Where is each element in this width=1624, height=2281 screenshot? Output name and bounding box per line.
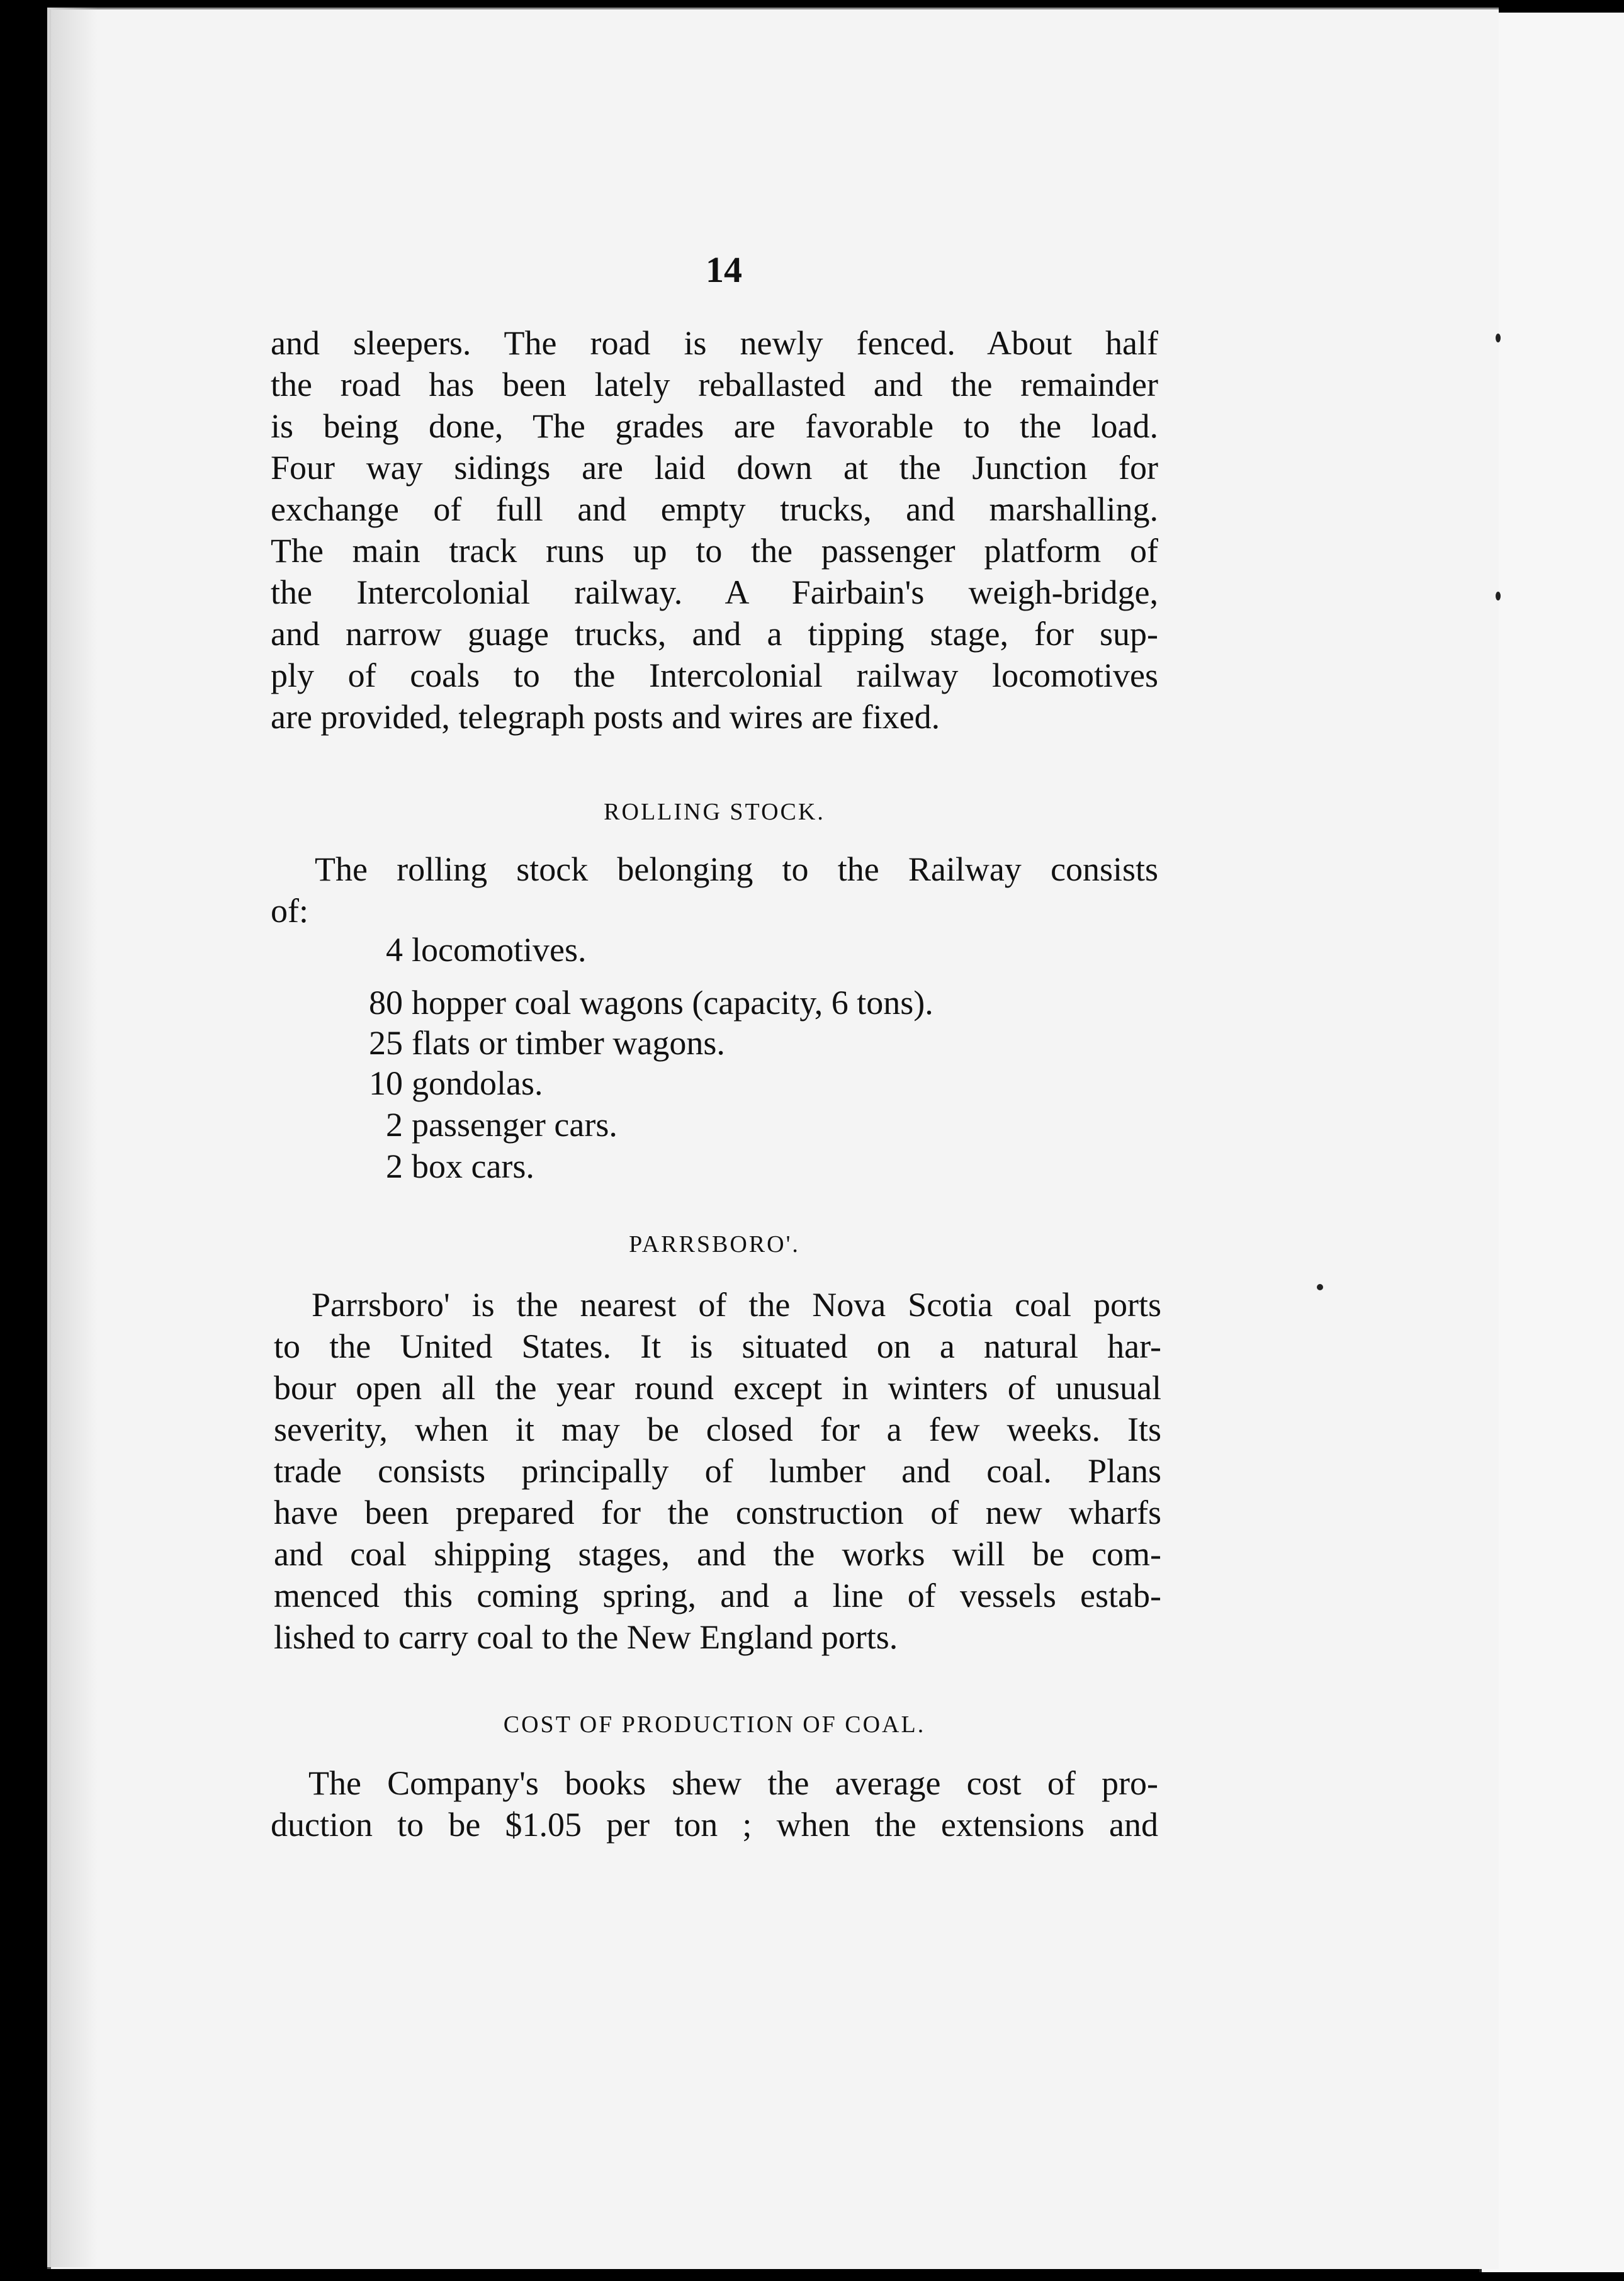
scan-speck <box>1317 1284 1323 1290</box>
item-quantity: 4 <box>386 931 403 969</box>
text-line: and coal shipping stages, and the works will be com- <box>274 1535 1161 1573</box>
paragraph-railway <box>271 322 1158 738</box>
text-line: menced this coming spring, and a line of vessels estab- <box>274 1577 1161 1614</box>
scan-speck <box>1496 334 1501 342</box>
text-line: of: <box>271 892 308 930</box>
text-line: Parrsboro' is the nearest of the Nova Scotia coal ports <box>312 1286 1161 1324</box>
paragraph-parrsboro <box>274 1284 1161 1658</box>
text-line: Four way sidings are laid down at the Junction for <box>271 449 1158 487</box>
list-item <box>352 983 933 1022</box>
paragraph-rolling-stock <box>271 848 1158 932</box>
text-line: severity, when it may be closed for a few weeks. Its <box>274 1411 1161 1448</box>
list-item <box>352 930 586 969</box>
item-quantity: 2 <box>386 1147 403 1185</box>
page-gutter-shadow <box>47 8 98 2267</box>
text-line: ply of coals to the Intercolonial railway locomotives <box>271 656 1158 694</box>
list-item <box>352 1064 543 1103</box>
item-text: gondolas. <box>412 1064 543 1102</box>
text-line: and narrow guage trucks, and a tipping stage, for sup- <box>271 615 1158 653</box>
text-line: the Intercolonial railway. A Fairbain's weigh-bridge, <box>271 573 1158 611</box>
item-quantity: 2 <box>386 1106 403 1144</box>
text-line: bour open all the year round except in winters of unusual <box>274 1369 1161 1407</box>
item-text: passenger cars. <box>412 1106 617 1144</box>
text-line: the road has been lately reballasted and the remainder <box>271 366 1158 403</box>
text-line: lished to carry coal to the New England ports. <box>274 1618 898 1656</box>
list-item <box>352 1023 725 1062</box>
text-line: exchange of full and empty trucks, and marshalling. <box>271 490 1158 528</box>
item-text: hopper coal wagons (capacity, 6 tons). <box>412 984 933 1022</box>
text-line: is being done, The grades are favorable to the load. <box>271 407 1158 445</box>
text-line: to the United States. It is situated on a natural har- <box>274 1327 1161 1365</box>
item-text: flats or timber wagons. <box>412 1024 725 1062</box>
item-text: locomotives. <box>412 931 587 969</box>
text-line: are provided, telegraph posts and wires are fixed. <box>271 698 940 736</box>
item-quantity: 25 <box>369 1024 403 1062</box>
text-line: The Company's books shew the average cost of pro- <box>308 1764 1158 1802</box>
facing-page-edge <box>1479 13 1624 2272</box>
text-line: The rolling stock belonging to the Railway consists <box>315 850 1158 888</box>
item-quantity: 10 <box>369 1064 403 1102</box>
text-line: trade consists principally of lumber and coal. Plans <box>274 1452 1161 1490</box>
heading-parrsboro: PARRSBORO'. <box>629 1231 800 1258</box>
paragraph-cost <box>271 1762 1158 1845</box>
text-line: The main track runs up to the passenger platform of <box>271 532 1158 570</box>
page-number: 14 <box>706 249 742 290</box>
item-quantity: 80 <box>369 984 403 1022</box>
list-item <box>352 1105 617 1144</box>
scan-speck <box>1496 592 1501 600</box>
text-line: have been prepared for the construction of new wharfs <box>274 1494 1161 1531</box>
text-line: and sleepers. The road is newly fenced. About half <box>271 324 1158 362</box>
heading-cost-of-production: COST OF PRODUCTION OF COAL. <box>503 1711 926 1738</box>
list-item <box>352 1147 534 1186</box>
heading-rolling-stock: ROLLING STOCK. <box>604 799 825 825</box>
text-line: duction to be $1.05 per ton ; when the extensions and <box>271 1806 1158 1844</box>
item-text: box cars. <box>412 1147 534 1185</box>
